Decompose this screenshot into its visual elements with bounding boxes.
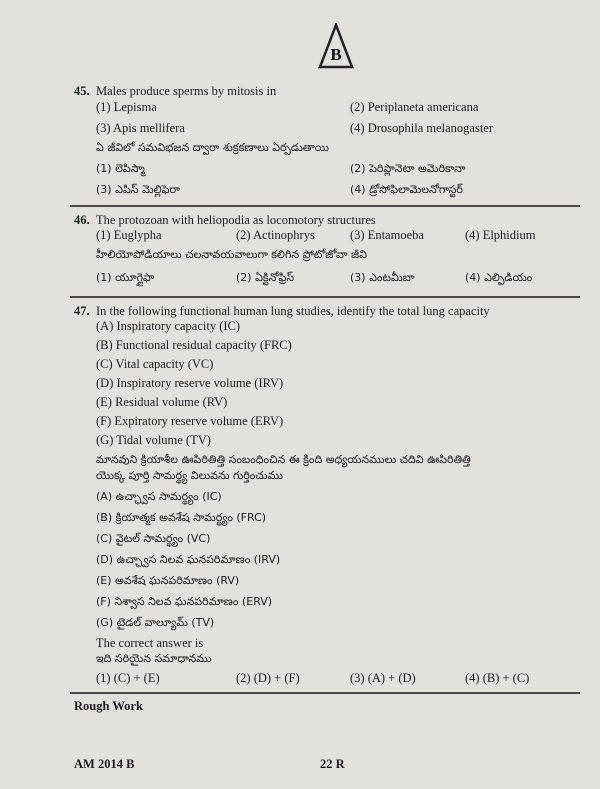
q47-item-b-te: (B) క్రియాత్మక అవశేష సామర్థ్యం (FRC)	[96, 511, 267, 524]
q45-option-2-te: (2) పెరిప్లానెటా అమెరికానా	[350, 162, 466, 175]
rough-work-label: Rough Work	[74, 699, 143, 713]
q47-item-d-te: (D) ఉచ్ఛ్వాస నిలవ ఘనపరిమాణం (IRV)	[96, 553, 281, 566]
q46-option-3-te: (3) ఎంటమీబా	[350, 271, 415, 284]
divider	[70, 205, 580, 207]
q46-question-te: హీలియోపోడియాలు చలనావయవాలుగా కలిగిన ప్రోటోజోవా జీవి	[96, 248, 367, 261]
q45-question: Males produce sperms by mitosis in	[96, 84, 277, 98]
q47-item-c: (C) Vital capacity (VC)	[96, 357, 214, 371]
q47-option-4: (4) (B) + (C)	[465, 671, 530, 685]
q45-option-4-te: (4) డ్రోసోఫిలామెలనోగాస్టర్	[350, 183, 463, 196]
q47-item-b: (B) Functional residual capacity (FRC)	[96, 338, 292, 352]
q47-number: 47.	[74, 304, 90, 318]
q47-item-d: (D) Inspiratory reserve volume (IRV)	[96, 376, 284, 390]
q47-option-1: (1) (C) + (E)	[96, 671, 160, 685]
q47-item-e-te: (E) అవశేష ఘనపరిమాణం (RV)	[96, 574, 240, 587]
divider	[70, 296, 580, 298]
q47-item-g-te: (G) టైడల్ వాల్యూమ్ (TV)	[96, 616, 215, 629]
q46-option-3: (3) Entamoeba	[350, 228, 424, 242]
q47-item-a-te: (A) ఉచ్ఛ్వాస సామర్థ్యం (IC)	[96, 490, 222, 503]
q45-option-4: (4) Drosophila melanogaster	[350, 121, 494, 135]
q47-option-3: (3) (A) + (D)	[350, 671, 416, 685]
q45-option-1: (1) Lepisma	[96, 100, 157, 114]
q46-option-2: (2) Actinophrys	[236, 228, 315, 242]
q47-correct-answer-te: ఇది సరియైన సమాధానము	[96, 652, 212, 665]
q47-option-2: (2) (D) + (F)	[236, 671, 300, 685]
q46-option-4-te: (4) ఎల్ఫిడియం	[465, 271, 533, 284]
q45-question-te: ఏ జీవిలో సమవిభజన ద్వారా శుక్రకణాలు ఏర్పడుతాయి	[96, 141, 329, 154]
q47-item-g: (G) Tidal volume (TV)	[96, 433, 211, 447]
q45-option-2: (2) Periplaneta americana	[350, 100, 479, 114]
divider	[70, 692, 580, 694]
q45-option-1-te: (1) లెపిస్మా	[96, 162, 145, 175]
q47-question-te-line1: మానవుని క్రియాశీల ఊపిరితిత్తి సంబంధించిన ఈ క్రింది అధ్యయనములు చదివి ఊపిరితిత్తి	[96, 453, 471, 466]
q47-item-a: (A) Inspiratory capacity (IC)	[96, 319, 241, 333]
q47-correct-answer-en: The correct answer is	[96, 636, 204, 650]
q47-item-c-te: (C) వైటల్ సామర్థ్యం (VC)	[96, 532, 211, 545]
footer-page-number: 22 R	[320, 757, 345, 771]
booklet-code-letter: B	[330, 45, 342, 64]
q46-option-1: (1) Euglypha	[96, 228, 162, 242]
q45-option-3-te: (3) ఎపిస్ మెల్లిఫెరా	[96, 183, 180, 196]
footer-code: AM 2014 B	[74, 757, 135, 771]
q45-number: 45.	[74, 84, 90, 98]
q47-item-f: (F) Expiratory reserve volume (ERV)	[96, 414, 284, 428]
q46-number: 46.	[74, 213, 90, 227]
q45-option-3: (3) Apis mellifera	[96, 121, 185, 135]
q47-question-te-line2: యొక్క పూర్తి సామర్థ్య విలువను గుర్తించుము	[96, 469, 283, 482]
q46-option-4: (4) Elphidium	[465, 228, 536, 242]
q47-item-e: (E) Residual volume (RV)	[96, 395, 228, 409]
q47-question: In the following functional human lung studies, identify the total lung capacity	[96, 304, 490, 318]
q46-option-1-te: (1) యూగ్లైఫా	[96, 271, 155, 284]
q46-option-2-te: (2) ఏక్టినోఫ్రిస్	[236, 271, 295, 284]
q46-question: The protozoan with heliopodia as locomotory structures	[96, 213, 376, 227]
q47-item-f-te: (F) నిశ్వాస నిలవ ఘనపరిమాణం (ERV)	[96, 595, 273, 608]
booklet-code-badge	[318, 23, 354, 71]
